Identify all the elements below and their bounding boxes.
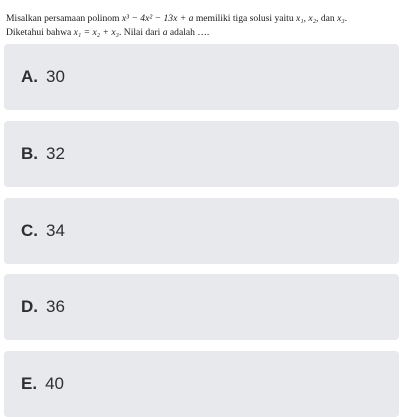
variable-a: a: [162, 27, 168, 38]
option-value: 32: [46, 144, 65, 163]
option-letter: D.: [21, 297, 38, 316]
option-c[interactable]: [4, 198, 399, 264]
option-a[interactable]: [4, 44, 399, 110]
option-value: 34: [46, 221, 65, 240]
question-period: .: [344, 13, 348, 24]
question-and: dan: [318, 13, 338, 24]
given-prefix: Diketahui bahwa: [6, 27, 74, 38]
option-value: 30: [46, 67, 65, 86]
root-condition: x₁ = x₂ + x₃: [73, 27, 119, 38]
question-line-2: [6, 26, 396, 40]
option-letter: E.: [21, 374, 38, 393]
value-prefix: . Nilai dari: [119, 27, 163, 38]
question-line-1: [6, 12, 396, 26]
option-e[interactable]: [4, 351, 399, 417]
question-text: [6, 12, 396, 40]
option-value: 40: [45, 374, 64, 393]
question-end: adalah ….: [167, 27, 210, 38]
polynomial-expression: x³ − 4x² − 13x + a: [121, 13, 194, 24]
option-letter: A.: [21, 67, 38, 86]
question-prefix: Misalkan persamaan polinom: [6, 13, 122, 24]
option-letter: B.: [21, 144, 38, 163]
option-d[interactable]: [4, 274, 399, 340]
roots-list: x₁, x₂,: [296, 13, 319, 24]
option-letter: C.: [21, 221, 38, 240]
question-mid: memiliki tiga solusi yaitu: [193, 13, 297, 24]
option-value: 36: [46, 297, 65, 316]
root-x3: x₃: [337, 13, 345, 24]
option-b[interactable]: [4, 121, 399, 187]
